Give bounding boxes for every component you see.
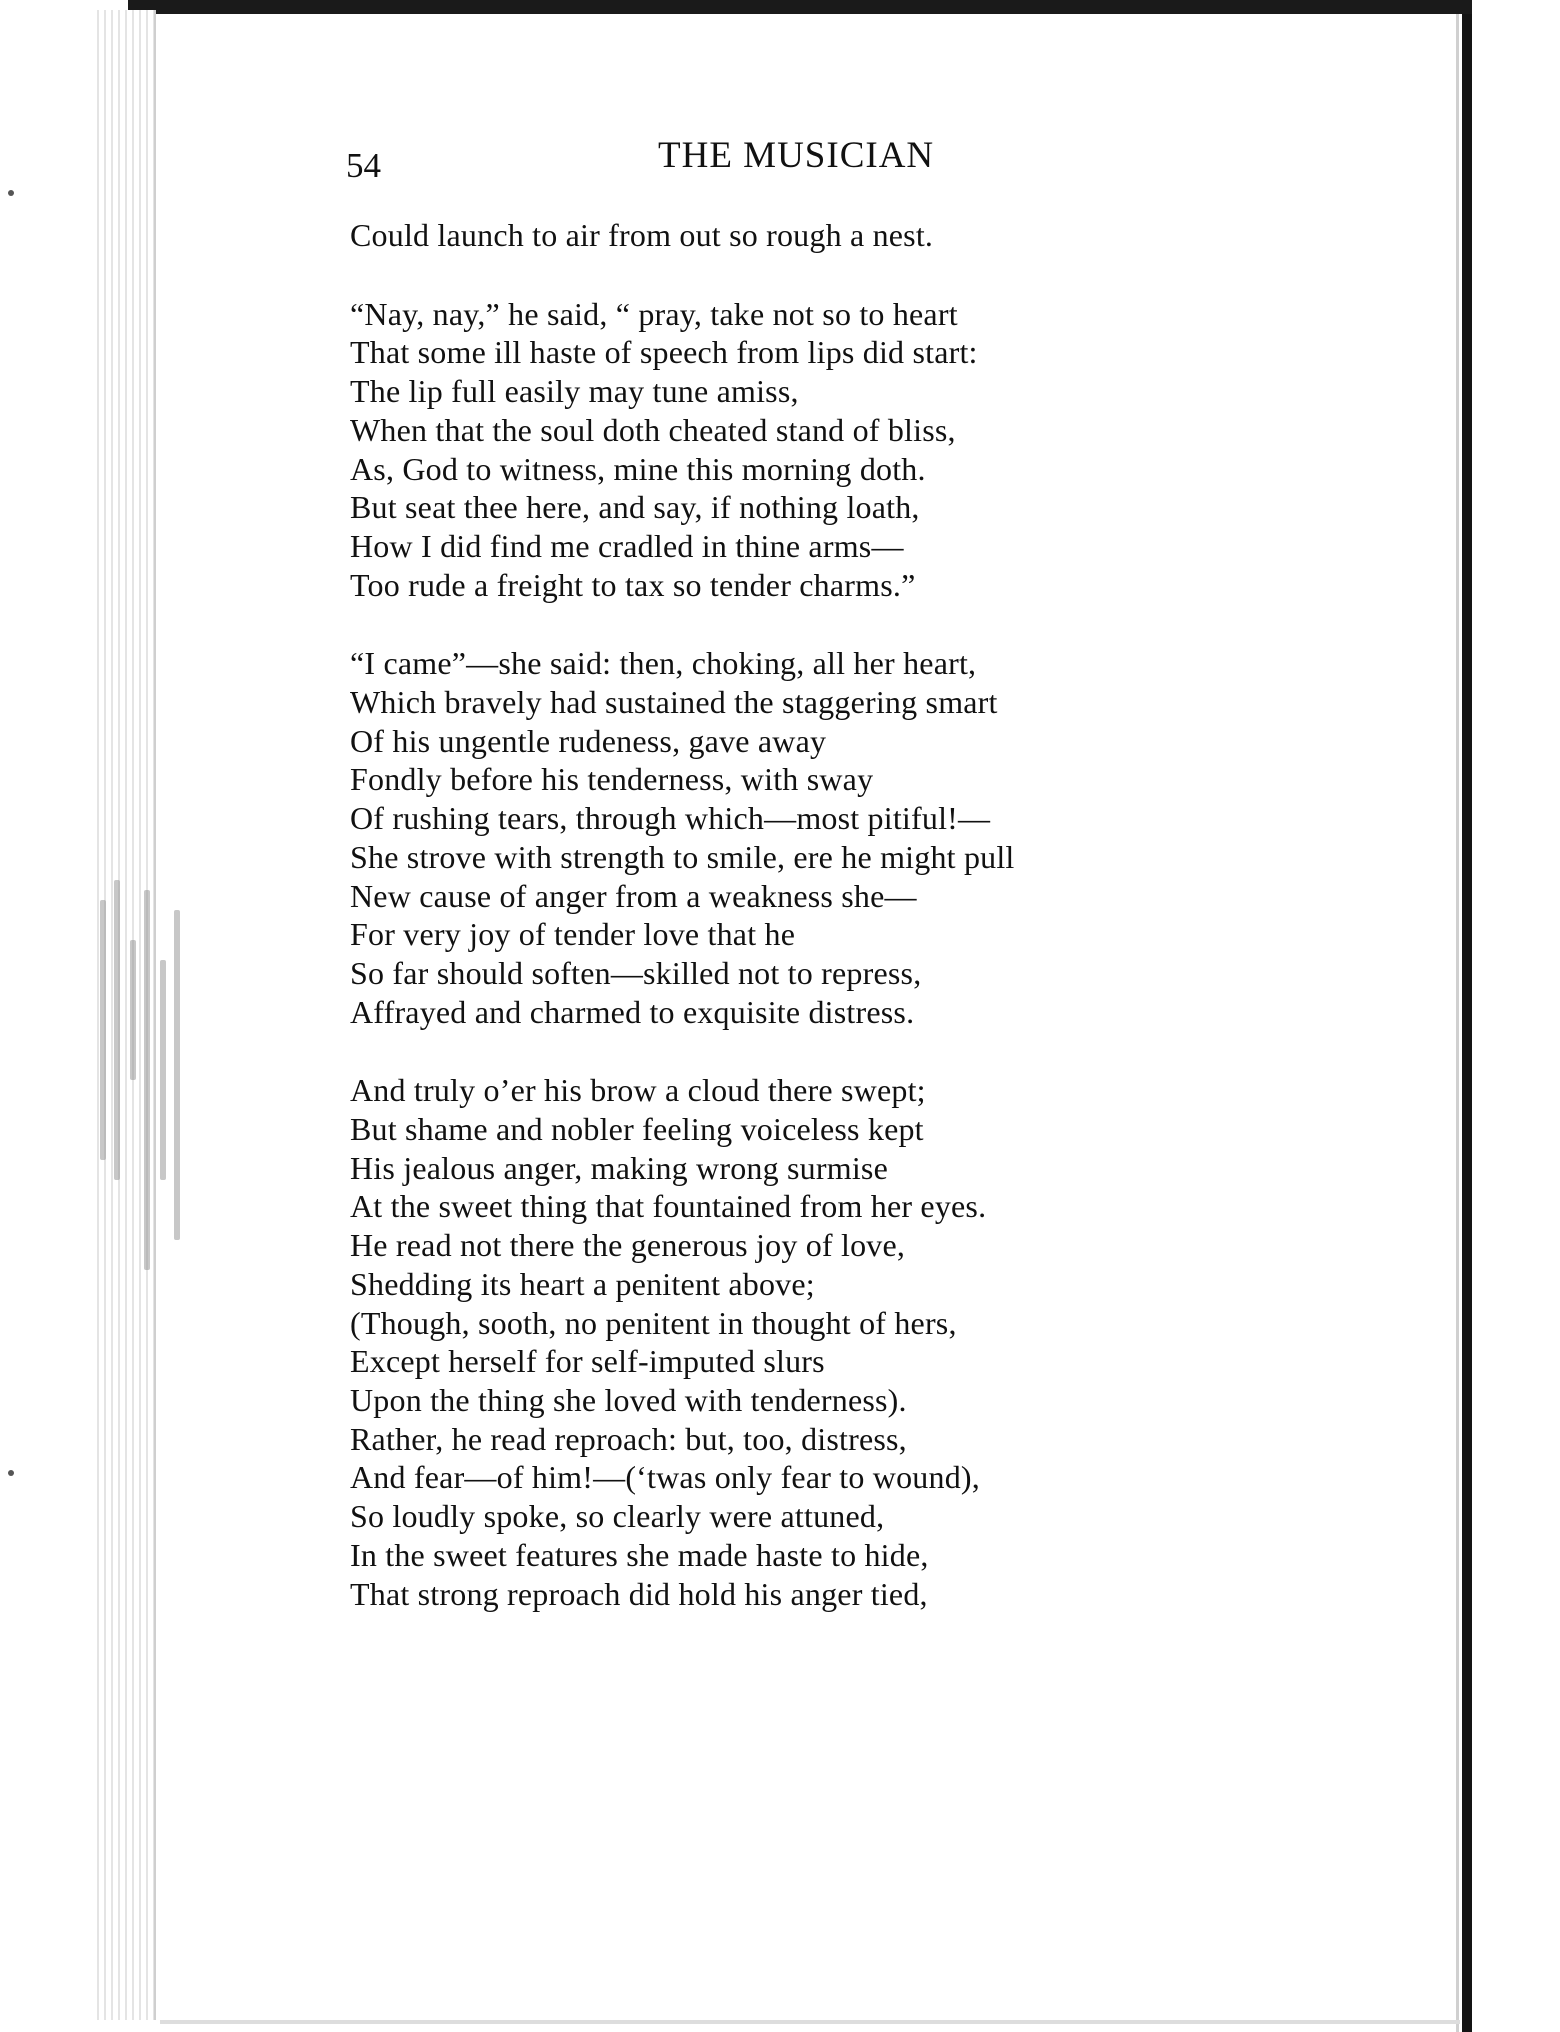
book-bottom-edge — [160, 2020, 1460, 2024]
verse-line: But shame and nobler feeling voiceless kept — [350, 1111, 924, 1148]
verse-line: She strove with strength to smile, ere he might pull — [350, 838, 1015, 875]
verse-line: Of his ungentle rudeness, gave away — [350, 722, 827, 759]
verse-line: Fondly before his tenderness, with sway — [350, 761, 874, 798]
stanza — [350, 216, 1350, 255]
page-header — [346, 132, 1246, 192]
scan-speck — [8, 1470, 14, 1476]
verse-line: That some ill haste of speech from lips did start: — [350, 334, 978, 371]
verse-line: For very joy of tender love that he — [350, 916, 796, 953]
verse-line: He read not there the generous joy of love, — [350, 1227, 906, 1264]
verse-line: Affrayed and charmed to exquisite distress. — [350, 993, 915, 1030]
verse-line: And fear—of him!—(‘twas only fear to wound), — [350, 1459, 980, 1496]
page-number: 54 — [346, 146, 381, 185]
verse-line: When that the soul doth cheated stand of bliss, — [350, 411, 956, 448]
verse-line: In the sweet features she made haste to hide, — [350, 1536, 929, 1573]
verse-line: (Though, sooth, no penitent in thought of hers, — [350, 1304, 957, 1341]
stanza — [350, 644, 1350, 1031]
verse-line: New cause of anger from a weakness she— — [350, 877, 917, 914]
verse-line: As, God to witness, mine this morning doth. — [350, 450, 926, 487]
verse-line: His jealous anger, making wrong surmise — [350, 1149, 888, 1186]
verse-line: But seat thee here, and say, if nothing loath, — [350, 489, 920, 526]
scan-background — [1472, 0, 1560, 2032]
verse-line: Except herself for self-imputed slurs — [350, 1343, 825, 1380]
page-gutter-line — [1456, 14, 1459, 2032]
verse-line: At the sweet thing that fountained from her eyes. — [350, 1188, 987, 1225]
stanza — [350, 295, 1350, 605]
verse-line: “I came”—she said: then, choking, all her heart, — [350, 645, 977, 682]
poem-body — [350, 216, 1350, 1653]
verse-line: Rather, he read reproach: but, too, distress, — [350, 1420, 907, 1457]
verse-line: That strong reproach did hold his anger tied, — [350, 1575, 928, 1612]
running-title: THE MUSICIAN — [658, 135, 935, 176]
verse-line: So loudly spoke, so clearly were attuned, — [350, 1498, 885, 1535]
verse-line: How I did find me cradled in thine arms— — [350, 527, 904, 564]
library-stamp-mark — [96, 880, 188, 1340]
scan-speck — [8, 190, 14, 196]
verse-line: And truly o’er his brow a cloud there swept; — [350, 1072, 926, 1109]
verse-line: Could launch to air from out so rough a nest. — [350, 217, 934, 253]
book-top-edge — [128, 0, 1560, 14]
verse-line: Too rude a freight to tax so tender charms.” — [350, 566, 916, 603]
book-right-edge — [1462, 14, 1472, 2032]
verse-line: Upon the thing she loved with tenderness). — [350, 1381, 907, 1418]
verse-line: Of rushing tears, through which—most pitiful!— — [350, 800, 991, 837]
verse-line: So far should soften—skilled not to repress, — [350, 954, 922, 991]
verse-line: “Nay, nay,” he said, “ pray, take not so to heart — [350, 295, 958, 332]
verse-line: The lip full easily may tune amiss, — [350, 373, 799, 410]
verse-line: Which bravely had sustained the staggering smart — [350, 684, 998, 721]
verse-line: Shedding its heart a penitent above; — [350, 1265, 815, 1302]
stanza — [350, 1071, 1350, 1613]
